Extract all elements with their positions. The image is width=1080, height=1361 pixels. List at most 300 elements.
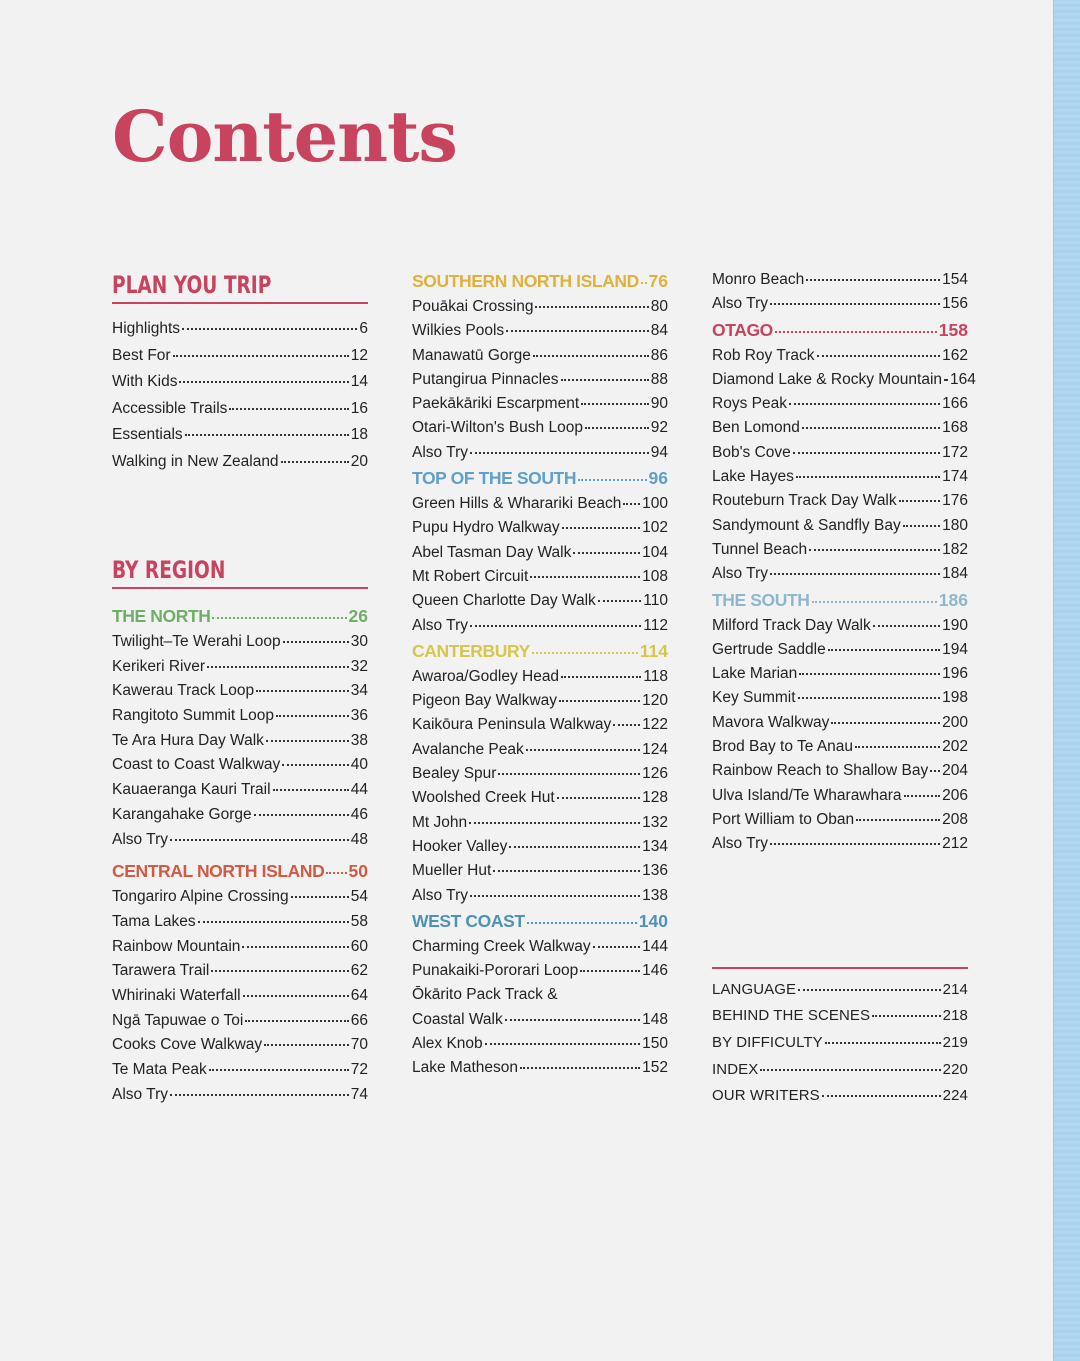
toc-entry-cooks-cove-walkway[interactable] xyxy=(112,1033,368,1058)
dot-leader xyxy=(598,600,641,602)
toc-entry-page: 150 xyxy=(642,1035,668,1053)
toc-entry-te-mata-peak[interactable] xyxy=(112,1058,368,1083)
toc-entry-twilight-te-werahi-loop[interactable] xyxy=(112,630,368,655)
dot-leader xyxy=(798,697,941,699)
toc-entry-title: BY DIFFICULTY xyxy=(712,1033,823,1051)
toc-entry-page: 144 xyxy=(642,937,668,955)
toc-entry-page: 86 xyxy=(650,346,668,364)
toc-entry-page: 120 xyxy=(642,692,668,710)
toc-entry-page: 58 xyxy=(350,912,368,930)
dot-leader xyxy=(470,452,649,454)
region-canterbury xyxy=(412,638,668,908)
toc-entry-page: 108 xyxy=(642,567,668,585)
region-page: 158 xyxy=(938,319,968,340)
toc-entry-title: Best For xyxy=(112,346,171,364)
dot-leader xyxy=(493,870,640,872)
dot-leader xyxy=(831,722,940,724)
dot-leader xyxy=(903,525,940,527)
page-edge-strip xyxy=(1053,0,1080,1361)
dot-leader xyxy=(806,279,940,281)
toc-entry-paekakariki-escarpment[interactable] xyxy=(412,392,668,416)
toc-entry-title: Mueller Hut xyxy=(412,862,492,880)
toc-entry-title: With Kids xyxy=(112,373,178,390)
toc-entry-index[interactable] xyxy=(712,1057,968,1084)
toc-entry-sandymount-sandfly-bay[interactable] xyxy=(712,514,968,538)
dot-leader xyxy=(944,379,948,381)
toc-entry-lake-marian[interactable] xyxy=(712,662,968,686)
toc-entry-putangirua-pinnacles[interactable] xyxy=(412,368,668,392)
toc-entry-title: Also Try xyxy=(412,616,468,634)
toc-entry-page: 128 xyxy=(642,789,668,807)
region-the-north xyxy=(112,603,368,852)
toc-entry-title: Twilight–Te Werahi Loop xyxy=(112,633,281,650)
toc-entry-title: Avalanche Peak xyxy=(412,740,524,758)
dot-leader xyxy=(198,921,349,923)
toc-entry-also-try[interactable] xyxy=(412,441,668,465)
toc-entry-page: 100 xyxy=(642,495,668,513)
toc-entry-also-try[interactable] xyxy=(412,884,668,908)
dot-leader xyxy=(828,649,940,651)
toc-entry-page: 80 xyxy=(650,298,668,315)
toc-entry-page: 224 xyxy=(942,1087,968,1105)
dot-leader xyxy=(470,625,641,627)
dot-leader xyxy=(930,770,940,772)
toc-entry-title: Charming Creek Walkway xyxy=(412,937,591,955)
toc-entry-page: 212 xyxy=(942,835,968,853)
toc-entry-title: Punakaiki-Pororari Loop xyxy=(412,962,579,980)
toc-entry-otari-wilton-s-bush-loop[interactable] xyxy=(412,416,668,440)
plan-trip-heading: PLAN YOU TRIP xyxy=(112,271,272,299)
toc-entry-title: Highlights xyxy=(112,320,181,337)
toc-entry-pouakai-crossing[interactable] xyxy=(412,295,668,319)
region-page: 140 xyxy=(638,910,668,931)
toc-entry-title: Ōkārito Pack Track & xyxy=(412,986,558,1004)
toc-entry-page: 102 xyxy=(642,519,668,537)
toc-entry-port-william-to-oban[interactable] xyxy=(712,808,968,832)
toc-entry-also-try[interactable] xyxy=(712,832,968,856)
toc-entry-coastal-walk[interactable] xyxy=(412,1008,668,1032)
toc-entry-page: 34 xyxy=(350,682,368,700)
toc-entry-green-hills-wharariki-beach[interactable] xyxy=(412,492,668,516)
toc-entry-okarito-pack-track[interactable] xyxy=(412,983,668,1007)
toc-entry-title: Roys Peak xyxy=(712,395,787,413)
dot-leader xyxy=(593,946,641,948)
dot-leader xyxy=(802,427,940,429)
toc-entry-kawerau-track-loop[interactable] xyxy=(112,679,368,704)
toc-entry-whirinaki-waterfall[interactable] xyxy=(112,984,368,1009)
toc-entry-queen-charlotte-day-walk[interactable] xyxy=(412,589,668,613)
toc-entry-title: Whirinaki Waterfall xyxy=(112,986,241,1004)
toc-entry-title: Putangirua Pinnacles xyxy=(412,370,559,388)
toc-entry-also-try[interactable] xyxy=(712,562,968,586)
toc-entry-routeburn-track-day-walk[interactable] xyxy=(712,489,968,513)
toc-entry-title: Also Try xyxy=(712,295,768,313)
dot-leader xyxy=(809,549,940,551)
dot-leader xyxy=(561,676,641,678)
toc-entry-mavora-walkway[interactable] xyxy=(712,711,968,735)
toc-entry-page: 92 xyxy=(650,419,668,437)
toc-entry-page: 122 xyxy=(642,716,668,734)
toc-entry-page: 94 xyxy=(650,443,668,461)
toc-entry-title: Port William to Oban xyxy=(712,810,855,828)
toc-entry-title: Coastal Walk xyxy=(412,1010,503,1028)
toc-entry-page: 70 xyxy=(350,1036,368,1054)
toc-entry-tunnel-beach[interactable] xyxy=(712,538,968,562)
dot-leader xyxy=(469,822,640,824)
dot-leader xyxy=(245,1020,348,1022)
dot-leader xyxy=(856,819,940,821)
toc-entry-key-summit[interactable] xyxy=(712,686,968,710)
toc-entry-page: 110 xyxy=(643,592,668,610)
toc-entry-milford-track-day-walk[interactable] xyxy=(712,614,968,638)
toc-entry-page: 152 xyxy=(642,1059,668,1077)
toc-entry-te-ara-hura-day-walk[interactable] xyxy=(112,729,368,754)
toc-entry-title: Te Mata Peak xyxy=(112,1061,207,1078)
toc-entry-title: Paekākāriki Escarpment xyxy=(412,395,580,413)
toc-entry-alex-knob[interactable] xyxy=(412,1032,668,1056)
toc-column-1 xyxy=(112,270,368,1107)
toc-entry-kaikoura-peninsula-walkway[interactable] xyxy=(412,713,668,737)
toc-entry-mt-john[interactable] xyxy=(412,811,668,835)
toc-entry-lake-hayes[interactable] xyxy=(712,465,968,489)
region-heading-canterbury[interactable] xyxy=(412,638,668,665)
toc-entry-title: Kerikeri River xyxy=(112,657,206,675)
toc-entry-page: 62 xyxy=(350,962,368,980)
toc-entry-wilkies-pools[interactable] xyxy=(412,319,668,343)
toc-entry-title: Mt John xyxy=(412,813,468,831)
toc-entry-abel-tasman-day-walk[interactable] xyxy=(412,541,668,565)
toc-entry-by-difficulty[interactable] xyxy=(712,1030,968,1057)
toc-entry-woolshed-creek-hut[interactable] xyxy=(412,786,668,810)
toc-entry-title: Bealey Spur xyxy=(412,765,497,783)
toc-entry-title: Otari-Wilton's Bush Loop xyxy=(412,419,583,437)
dot-leader xyxy=(485,1043,640,1045)
toc-entry-diamond-lake-rocky-mountain[interactable] xyxy=(712,368,976,392)
dot-leader xyxy=(817,355,941,357)
toc-entry-kauaeranga-kauri-trail[interactable] xyxy=(112,778,368,803)
toc-entry-title: Te Ara Hura Day Walk xyxy=(112,731,264,749)
toc-entry-page: 118 xyxy=(643,667,668,685)
region-heading-otago[interactable] xyxy=(712,317,968,344)
region-title: TOP OF THE SOUTH xyxy=(412,468,577,489)
toc-entry-bob-s-cove[interactable] xyxy=(712,441,968,465)
dot-leader xyxy=(581,403,649,405)
toc-entry-kerikeri-river[interactable] xyxy=(112,655,368,680)
toc-entry-lake-matheson[interactable] xyxy=(412,1056,668,1080)
toc-entry-hooker-valley[interactable] xyxy=(412,835,668,859)
region-southern-north-island xyxy=(412,268,668,465)
toc-entry-page: 136 xyxy=(642,862,668,880)
region-title: CENTRAL NORTH ISLAND xyxy=(112,861,325,882)
plan-trip-list xyxy=(112,316,368,475)
dot-leader xyxy=(185,434,349,436)
dot-leader xyxy=(535,306,648,308)
dot-leader xyxy=(533,355,649,357)
toc-entry-tongariro-alpine-crossing[interactable] xyxy=(112,885,368,910)
toc-column-2 xyxy=(412,268,668,1081)
toc-entry-page: 14 xyxy=(350,373,368,390)
toc-entry-essentials[interactable] xyxy=(112,422,368,449)
toc-entry-title: Milford Track Day Walk xyxy=(712,616,871,634)
toc-entry-rainbow-reach-to-shallow-bay[interactable] xyxy=(712,759,968,783)
toc-entry-page: 48 xyxy=(350,830,368,848)
toc-entry-title: Essentials xyxy=(112,426,183,443)
toc-entry-page: 12 xyxy=(350,346,368,364)
toc-entry-title: Mt Robert Circuit xyxy=(412,567,529,585)
toc-entry-title: Ngā Tapuwae o Toi xyxy=(112,1011,244,1029)
dot-leader xyxy=(291,896,349,898)
toc-entry-page: 172 xyxy=(942,443,968,461)
region-page: 76 xyxy=(648,271,668,291)
toc-entry-avalanche-peak[interactable] xyxy=(412,738,668,762)
page-title: Contents xyxy=(112,95,457,178)
toc-entry-behind-the-scenes[interactable] xyxy=(712,1003,968,1030)
region-heading-north[interactable] xyxy=(112,603,368,630)
toc-entry-page: 156 xyxy=(942,295,968,313)
toc-entry-also-try[interactable] xyxy=(412,614,668,638)
toc-entry-page: 200 xyxy=(942,713,968,731)
toc-entry-title: Karangahake Gorge xyxy=(112,805,252,823)
toc-entry-bealey-spur[interactable] xyxy=(412,762,668,786)
toc-entry-title: Gertrude Saddle xyxy=(712,640,826,658)
toc-entry-title: Tarawera Trail xyxy=(112,962,210,980)
toc-entry-mueller-hut[interactable] xyxy=(412,859,668,883)
toc-entry-page: 72 xyxy=(350,1061,368,1078)
toc-entry-title: Pupu Hydro Walkway xyxy=(412,519,560,537)
toc-entry-page: 84 xyxy=(650,322,668,340)
toc-entry-also-try[interactable] xyxy=(112,828,368,853)
toc-entry-page: 90 xyxy=(650,395,668,413)
toc-entry-page: 154 xyxy=(942,271,968,288)
toc-entry-charming-creek-walkway[interactable] xyxy=(412,935,668,959)
toc-entry-karangahake-gorge[interactable] xyxy=(112,803,368,828)
toc-entry-title: Coast to Coast Walkway xyxy=(112,756,281,774)
dot-leader xyxy=(613,724,640,726)
toc-entry-title: Also Try xyxy=(112,830,168,848)
dot-leader xyxy=(506,330,649,332)
dot-leader xyxy=(904,795,941,797)
dot-leader xyxy=(580,970,640,972)
toc-entry-accessible-trails[interactable] xyxy=(112,396,368,423)
dot-leader xyxy=(557,797,640,799)
dot-leader xyxy=(256,690,349,692)
toc-entry-page: 184 xyxy=(942,565,968,583)
toc-entry-title: Kauaeranga Kauri Trail xyxy=(112,781,271,799)
toc-entry-nga-tapuwae-o-toi[interactable] xyxy=(112,1009,368,1034)
dot-leader xyxy=(520,1067,640,1069)
toc-entry-page: 218 xyxy=(942,1007,968,1025)
toc-entry-tama-lakes[interactable] xyxy=(112,910,368,935)
dot-leader xyxy=(326,872,346,874)
toc-entry-page: 182 xyxy=(942,540,968,558)
region-page: 26 xyxy=(348,606,368,626)
dot-leader xyxy=(825,1042,941,1044)
region-the-south xyxy=(712,587,968,857)
toc-entry-rob-roy-track[interactable] xyxy=(712,344,968,368)
dot-leader xyxy=(530,576,640,578)
toc-entry-page: 180 xyxy=(942,516,968,534)
toc-entry-page: 74 xyxy=(350,1085,368,1103)
toc-entry-title: Green Hills & Wharariki Beach xyxy=(412,495,622,513)
toc-entry-also-try[interactable] xyxy=(712,292,968,316)
dot-leader xyxy=(532,652,638,654)
dot-leader xyxy=(770,843,940,845)
region-heading-central[interactable] xyxy=(112,858,368,885)
region-heading-southern[interactable] xyxy=(412,268,668,295)
dot-leader xyxy=(229,408,348,410)
dot-leader xyxy=(209,1069,349,1071)
toc-entry-title: Tama Lakes xyxy=(112,912,196,930)
toc-entry-awaroa-godley-head[interactable] xyxy=(412,665,668,689)
dot-leader xyxy=(212,617,346,619)
dot-leader xyxy=(283,641,349,643)
toc-entry-page: 66 xyxy=(350,1011,368,1029)
dot-leader xyxy=(798,989,941,991)
dot-leader xyxy=(812,601,937,603)
toc-entry-title: Also Try xyxy=(412,886,468,904)
region-heading-top-south[interactable] xyxy=(412,465,668,492)
dot-leader xyxy=(182,328,357,330)
toc-entry-title: Rangitoto Summit Loop xyxy=(112,707,274,725)
toc-entry-highlights[interactable] xyxy=(112,316,368,343)
toc-entry-pigeon-bay-walkway[interactable] xyxy=(412,689,668,713)
dot-leader xyxy=(276,715,349,717)
toc-entry-punakaiki-pororari-loop[interactable] xyxy=(412,959,668,983)
dot-leader xyxy=(899,500,940,502)
toc-entry-title: Rainbow Mountain xyxy=(112,937,241,955)
toc-entry-title: Tunnel Beach xyxy=(712,540,808,558)
toc-entry-page: 208 xyxy=(942,810,968,828)
toc-entry-page: 18 xyxy=(350,426,368,443)
toc-entry-with-kids[interactable] xyxy=(112,369,368,396)
dot-leader xyxy=(173,355,349,357)
toc-entry-title: Lake Matheson xyxy=(412,1059,518,1077)
by-region-rule xyxy=(112,587,368,589)
dot-leader xyxy=(273,789,349,791)
dot-leader xyxy=(796,476,940,478)
dot-leader xyxy=(211,970,348,972)
toc-entry-page: 148 xyxy=(642,1010,668,1028)
toc-entry-page: 36 xyxy=(350,707,368,725)
toc-entry-page: 112 xyxy=(643,616,668,634)
dot-leader xyxy=(526,749,640,751)
dot-leader xyxy=(470,895,640,897)
toc-entry-title: Brod Bay to Te Anau xyxy=(712,738,854,756)
toc-entry-best-for[interactable] xyxy=(112,343,368,370)
dot-leader xyxy=(760,1069,940,1071)
dot-leader xyxy=(281,461,349,463)
toc-entry-roys-peak[interactable] xyxy=(712,392,968,416)
toc-entry-title: Wilkies Pools xyxy=(412,322,505,340)
toc-entry-title: Cooks Cove Walkway xyxy=(112,1036,263,1054)
toc-entry-page: 204 xyxy=(942,762,968,780)
toc-entry-page: 194 xyxy=(942,640,968,658)
toc-entry-page: 104 xyxy=(642,543,668,561)
toc-entry-monro-beach[interactable] xyxy=(712,268,968,292)
toc-entry-title: Walking in New Zealand xyxy=(112,452,279,470)
toc-entry-title: Monro Beach xyxy=(712,271,805,288)
toc-entry-ulva-island-te-wharawhara[interactable] xyxy=(712,784,968,808)
toc-entry-title: Abel Tasman Day Walk xyxy=(412,543,572,561)
toc-entry-ben-lomond[interactable] xyxy=(712,416,968,440)
toc-entry-brod-bay-to-te-anau[interactable] xyxy=(712,735,968,759)
toc-entry-language[interactable] xyxy=(712,977,968,1004)
toc-entry-title: Also Try xyxy=(712,835,768,853)
dot-leader xyxy=(266,740,349,742)
dot-leader xyxy=(264,1044,349,1046)
dot-leader xyxy=(822,1095,941,1097)
toc-entry-gertrude-saddle[interactable] xyxy=(712,638,968,662)
toc-entry-title: Bob's Cove xyxy=(712,443,791,461)
dot-leader xyxy=(855,746,940,748)
toc-entry-title: Sandymount & Sandfly Bay xyxy=(712,516,901,534)
dot-leader xyxy=(561,379,649,381)
west-coast-continued xyxy=(712,268,968,317)
toc-entry-page: 88 xyxy=(650,370,668,388)
toc-entry-page: 40 xyxy=(350,756,368,774)
toc-entry-title: Routeburn Track Day Walk xyxy=(712,492,897,510)
toc-entry-page: 38 xyxy=(350,731,368,749)
toc-entry-title: Lake Hayes xyxy=(712,468,794,486)
toc-entry-title: Rob Roy Track xyxy=(712,346,815,364)
dot-leader xyxy=(573,552,640,554)
toc-entry-page: 44 xyxy=(350,781,368,799)
region-title: CANTERBURY xyxy=(412,640,530,661)
dot-leader xyxy=(505,1019,640,1021)
region-title: SOUTHERN NORTH ISLAND xyxy=(412,271,639,291)
toc-entry-mt-robert-circuit[interactable] xyxy=(412,565,668,589)
toc-entry-manawatu-gorge[interactable] xyxy=(412,344,668,368)
toc-entry-title: Ben Lomond xyxy=(712,419,800,437)
toc-entry-rangitoto-summit-loop[interactable] xyxy=(112,704,368,729)
dot-leader xyxy=(562,527,641,529)
region-heading-west-coast[interactable] xyxy=(412,908,668,935)
dot-leader xyxy=(789,403,940,405)
region-otago xyxy=(712,317,976,587)
region-heading-the-south[interactable] xyxy=(712,587,968,614)
toc-entry-title: Kaikōura Peninsula Walkway xyxy=(412,716,612,734)
toc-entry-page: 206 xyxy=(942,786,968,804)
toc-entry-page: 138 xyxy=(642,886,668,904)
toc-entry-page: 162 xyxy=(942,346,968,364)
toc-entry-page: 132 xyxy=(642,813,668,831)
toc-entry-title: Ulva Island/Te Wharawhara xyxy=(712,786,902,804)
toc-entry-title: OUR WRITERS xyxy=(712,1087,820,1105)
toc-entry-rainbow-mountain[interactable] xyxy=(112,935,368,960)
toc-entry-title: Awaroa/Godley Head xyxy=(412,667,560,685)
dot-leader xyxy=(770,303,940,305)
toc-entry-title: Lake Marian xyxy=(712,665,798,683)
toc-entry-coast-to-coast-walkway[interactable] xyxy=(112,753,368,778)
toc-entry-page: 174 xyxy=(942,468,968,486)
dot-leader xyxy=(578,479,646,481)
dot-leader xyxy=(243,995,349,997)
toc-entry-title: Alex Knob xyxy=(412,1035,483,1053)
dot-leader xyxy=(793,452,940,454)
toc-entry-walking-in-new-zealand[interactable] xyxy=(112,449,368,476)
region-page: 114 xyxy=(639,640,668,661)
toc-entry-title: BEHIND THE SCENES xyxy=(712,1007,871,1025)
toc-entry-title: Kawerau Track Loop xyxy=(112,682,255,700)
toc-entry-title: Also Try xyxy=(412,443,468,461)
toc-entry-our-writers[interactable] xyxy=(712,1083,968,1110)
toc-entry-page: 146 xyxy=(642,962,668,980)
dot-leader xyxy=(170,1094,349,1096)
toc-entry-pupu-hydro-walkway[interactable] xyxy=(412,516,668,540)
toc-entry-page: 198 xyxy=(942,689,968,707)
toc-entry-tarawera-trail[interactable] xyxy=(112,959,368,984)
toc-entry-also-try[interactable] xyxy=(112,1083,368,1108)
